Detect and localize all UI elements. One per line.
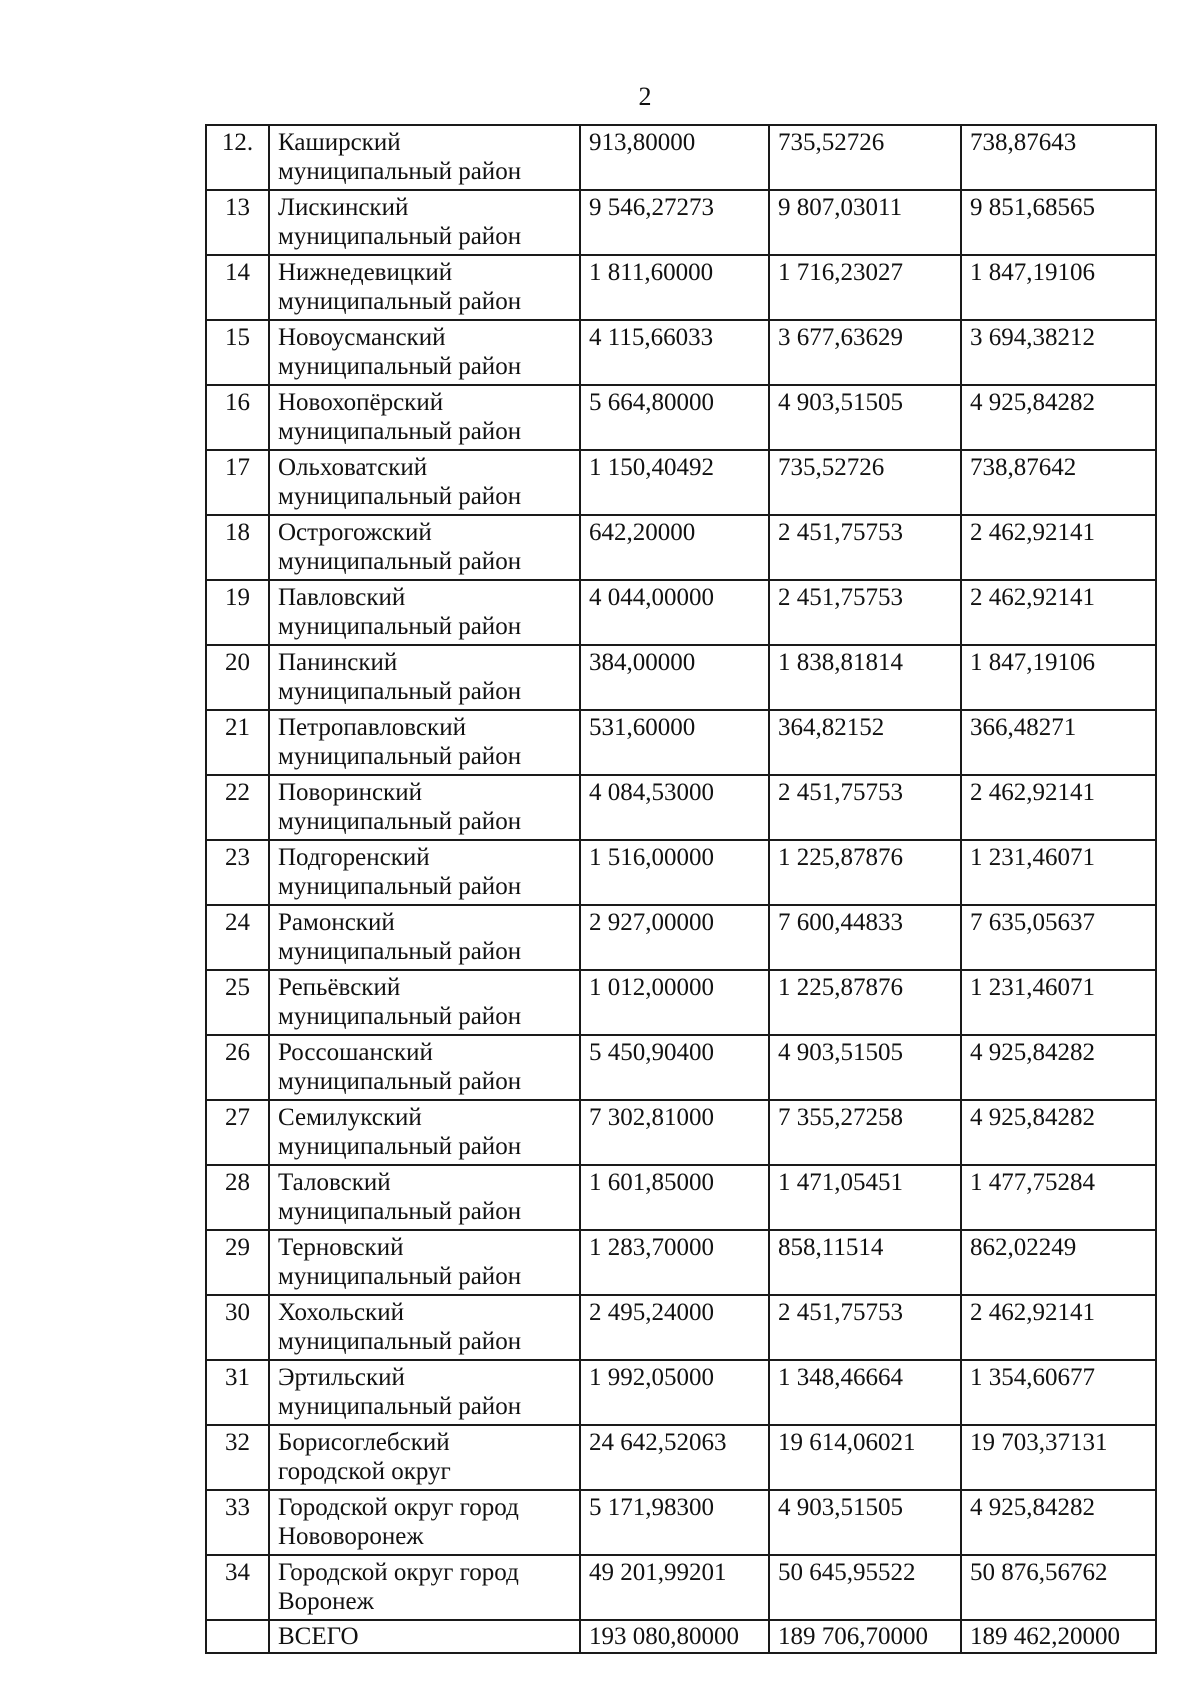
district-name-line-2: муниципальный район (278, 288, 522, 315)
district-name (269, 710, 580, 775)
value-column-2: 50 645,95522 (769, 1555, 961, 1620)
table-row (206, 1165, 1156, 1230)
district-name-line-2: муниципальный район (278, 158, 522, 185)
value-column-2: 4 903,51505 (769, 1490, 961, 1555)
value-column-3: 4 925,84282 (961, 385, 1156, 450)
value-column-1: 5 664,80000 (580, 385, 769, 450)
row-number: 33 (206, 1490, 269, 1555)
table-row (206, 1035, 1156, 1100)
page-number: 2 (638, 82, 652, 111)
table-row (206, 125, 1156, 190)
table-row (206, 840, 1156, 905)
district-name-line-1: Лискинский (278, 194, 409, 221)
value-column-2: 1 471,05451 (769, 1165, 961, 1230)
value-column-1: 1 992,05000 (580, 1360, 769, 1425)
district-name-line-2: муниципальный район (278, 223, 522, 250)
district-name-line-2: муниципальный район (278, 808, 522, 835)
district-name-line-2: муниципальный район (278, 743, 522, 770)
table-row (206, 580, 1156, 645)
row-number: 14 (206, 255, 269, 320)
value-column-2: 7 355,27258 (769, 1100, 961, 1165)
value-column-2: 735,52726 (769, 125, 961, 190)
value-column-1: 24 642,52063 (580, 1425, 769, 1490)
value-column-3: 1 847,19106 (961, 255, 1156, 320)
district-name-line-2: муниципальный район (278, 938, 522, 965)
row-number: 12. (206, 125, 269, 190)
district-name (269, 125, 580, 190)
value-column-2: 1 838,81814 (769, 645, 961, 710)
district-name-line-1: Новохопёрский (278, 389, 444, 416)
row-number: 34 (206, 1555, 269, 1620)
table-row (206, 1555, 1156, 1620)
district-name-line-2: муниципальный район (278, 1133, 522, 1160)
allocation-table (205, 124, 1157, 1654)
value-column-3: 1 477,75284 (961, 1165, 1156, 1230)
value-column-1: 384,00000 (580, 645, 769, 710)
district-name-line-2: муниципальный район (278, 678, 522, 705)
table-row (206, 450, 1156, 515)
district-name-line-2: муниципальный район (278, 873, 522, 900)
district-name-line-1: Городской округ город (278, 1494, 519, 1521)
table-row (206, 1100, 1156, 1165)
total-number (206, 1620, 269, 1653)
district-name-line-2: муниципальный район (278, 1068, 522, 1095)
district-name-line-2: городской округ (278, 1458, 451, 1485)
table-row (206, 970, 1156, 1035)
value-column-3: 1 354,60677 (961, 1360, 1156, 1425)
value-column-3: 2 462,92141 (961, 775, 1156, 840)
value-column-3: 738,87642 (961, 450, 1156, 515)
value-column-2: 9 807,03011 (769, 190, 961, 255)
value-column-3: 7 635,05637 (961, 905, 1156, 970)
value-column-2: 735,52726 (769, 450, 961, 515)
value-column-2: 4 903,51505 (769, 385, 961, 450)
district-name (269, 385, 580, 450)
value-column-1: 5 171,98300 (580, 1490, 769, 1555)
value-column-1: 1 516,00000 (580, 840, 769, 905)
district-name-line-2: муниципальный район (278, 1393, 522, 1420)
district-name-line-1: Борисоглебский (278, 1429, 450, 1456)
district-name-line-1: Эртильский (278, 1364, 405, 1391)
table-row (206, 1425, 1156, 1490)
district-name (269, 1295, 580, 1360)
value-column-1: 9 546,27273 (580, 190, 769, 255)
value-column-3: 19 703,37131 (961, 1425, 1156, 1490)
value-column-2: 858,11514 (769, 1230, 961, 1295)
district-name-line-1: Ольховатский (278, 454, 428, 481)
value-column-2: 1 225,87876 (769, 970, 961, 1035)
row-number: 26 (206, 1035, 269, 1100)
district-name-line-1: Петропавловский (278, 714, 466, 741)
row-number: 27 (206, 1100, 269, 1165)
district-name (269, 320, 580, 385)
row-number: 30 (206, 1295, 269, 1360)
total-value-1: 193 080,80000 (580, 1620, 769, 1653)
value-column-1: 2 495,24000 (580, 1295, 769, 1360)
value-column-1: 2 927,00000 (580, 905, 769, 970)
district-name-line-1: Таловский (278, 1169, 391, 1196)
district-name-line-1: Семилукский (278, 1104, 422, 1131)
table-row (206, 1230, 1156, 1295)
district-name (269, 1230, 580, 1295)
row-number: 15 (206, 320, 269, 385)
value-column-2: 1 225,87876 (769, 840, 961, 905)
district-name-line-2: муниципальный район (278, 483, 522, 510)
district-name (269, 1555, 580, 1620)
district-name-line-2: муниципальный район (278, 1263, 522, 1290)
district-name (269, 645, 580, 710)
district-name-line-1: Панинский (278, 649, 398, 676)
row-number: 23 (206, 840, 269, 905)
table-row (206, 1490, 1156, 1555)
table-row (206, 515, 1156, 580)
total-value-3: 189 462,20000 (961, 1620, 1156, 1653)
value-column-2: 3 677,63629 (769, 320, 961, 385)
value-column-2: 2 451,75753 (769, 515, 961, 580)
row-number: 25 (206, 970, 269, 1035)
value-column-3: 9 851,68565 (961, 190, 1156, 255)
district-name (269, 580, 580, 645)
district-name-line-2: муниципальный район (278, 1328, 522, 1355)
value-column-2: 4 903,51505 (769, 1035, 961, 1100)
district-name-line-2: Воронеж (278, 1588, 374, 1615)
district-name (269, 970, 580, 1035)
value-column-3: 2 462,92141 (961, 515, 1156, 580)
value-column-1: 1 811,60000 (580, 255, 769, 320)
value-column-3: 50 876,56762 (961, 1555, 1156, 1620)
total-label: ВСЕГО (269, 1620, 580, 1653)
table-row (206, 190, 1156, 255)
district-name (269, 255, 580, 320)
value-column-3: 2 462,92141 (961, 580, 1156, 645)
table-row (206, 320, 1156, 385)
value-column-3: 1 231,46071 (961, 970, 1156, 1035)
row-number: 16 (206, 385, 269, 450)
total-value-2: 189 706,70000 (769, 1620, 961, 1653)
district-name-line-1: Каширский (278, 129, 401, 156)
district-name (269, 515, 580, 580)
value-column-1: 4 084,53000 (580, 775, 769, 840)
value-column-1: 1 150,40492 (580, 450, 769, 515)
value-column-1: 1 012,00000 (580, 970, 769, 1035)
table-row (206, 645, 1156, 710)
table-body (206, 125, 1156, 1653)
district-name-line-2: муниципальный район (278, 353, 522, 380)
value-column-1: 1 283,70000 (580, 1230, 769, 1295)
district-name (269, 1360, 580, 1425)
row-number: 32 (206, 1425, 269, 1490)
district-name-line-1: Терновский (278, 1234, 404, 1261)
district-name (269, 1425, 580, 1490)
table-row (206, 1295, 1156, 1360)
row-number: 21 (206, 710, 269, 775)
district-name-line-1: Нижнедевицкий (278, 259, 453, 286)
value-column-1: 4 044,00000 (580, 580, 769, 645)
row-number: 29 (206, 1230, 269, 1295)
district-name (269, 1035, 580, 1100)
district-name (269, 1100, 580, 1165)
district-name-line-1: Россошанский (278, 1039, 433, 1066)
district-name (269, 905, 580, 970)
value-column-3: 862,02249 (961, 1230, 1156, 1295)
value-column-2: 364,82152 (769, 710, 961, 775)
value-column-1: 913,80000 (580, 125, 769, 190)
value-column-3: 3 694,38212 (961, 320, 1156, 385)
value-column-2: 2 451,75753 (769, 1295, 961, 1360)
table-row (206, 1360, 1156, 1425)
row-number: 13 (206, 190, 269, 255)
value-column-2: 2 451,75753 (769, 580, 961, 645)
row-number: 24 (206, 905, 269, 970)
district-name-line-1: Острогожский (278, 519, 432, 546)
district-name-line-1: Павловский (278, 584, 406, 611)
district-name (269, 1165, 580, 1230)
value-column-3: 4 925,84282 (961, 1100, 1156, 1165)
table-row (206, 775, 1156, 840)
value-column-3: 4 925,84282 (961, 1490, 1156, 1555)
value-column-2: 2 451,75753 (769, 775, 961, 840)
value-column-2: 1 716,23027 (769, 255, 961, 320)
value-column-2: 1 348,46664 (769, 1360, 961, 1425)
table-row (206, 385, 1156, 450)
district-name (269, 840, 580, 905)
value-column-1: 4 115,66033 (580, 320, 769, 385)
district-name-line-2: муниципальный район (278, 548, 522, 575)
row-number: 28 (206, 1165, 269, 1230)
district-name-line-2: муниципальный район (278, 1198, 522, 1225)
district-name-line-2: Нововоронеж (278, 1523, 424, 1550)
value-column-2: 7 600,44833 (769, 905, 961, 970)
row-number: 19 (206, 580, 269, 645)
total-row (206, 1620, 1156, 1653)
district-name-line-1: Репьёвский (278, 974, 401, 1001)
value-column-3: 738,87643 (961, 125, 1156, 190)
district-name-line-1: Подгоренский (278, 844, 430, 871)
table-row (206, 710, 1156, 775)
value-column-1: 49 201,99201 (580, 1555, 769, 1620)
value-column-1: 7 302,81000 (580, 1100, 769, 1165)
value-column-1: 1 601,85000 (580, 1165, 769, 1230)
district-name-line-1: Новоусманский (278, 324, 446, 351)
district-name-line-2: муниципальный район (278, 1003, 522, 1030)
table-row (206, 255, 1156, 320)
district-name-line-2: муниципальный район (278, 418, 522, 445)
district-name-line-1: Хохольский (278, 1299, 404, 1326)
row-number: 31 (206, 1360, 269, 1425)
row-number: 18 (206, 515, 269, 580)
district-name (269, 190, 580, 255)
row-number: 17 (206, 450, 269, 515)
value-column-1: 642,20000 (580, 515, 769, 580)
table-row (206, 905, 1156, 970)
value-column-1: 531,60000 (580, 710, 769, 775)
value-column-2: 19 614,06021 (769, 1425, 961, 1490)
district-name-line-1: Рамонский (278, 909, 395, 936)
district-name-line-2: муниципальный район (278, 613, 522, 640)
district-name (269, 450, 580, 515)
value-column-3: 1 847,19106 (961, 645, 1156, 710)
value-column-1: 5 450,90400 (580, 1035, 769, 1100)
district-name (269, 775, 580, 840)
district-name-line-1: Поворинский (278, 779, 422, 806)
value-column-3: 2 462,92141 (961, 1295, 1156, 1360)
row-number: 20 (206, 645, 269, 710)
value-column-3: 366,48271 (961, 710, 1156, 775)
district-name (269, 1490, 580, 1555)
row-number: 22 (206, 775, 269, 840)
value-column-3: 4 925,84282 (961, 1035, 1156, 1100)
value-column-3: 1 231,46071 (961, 840, 1156, 905)
district-name-line-1: Городской округ город (278, 1559, 519, 1586)
